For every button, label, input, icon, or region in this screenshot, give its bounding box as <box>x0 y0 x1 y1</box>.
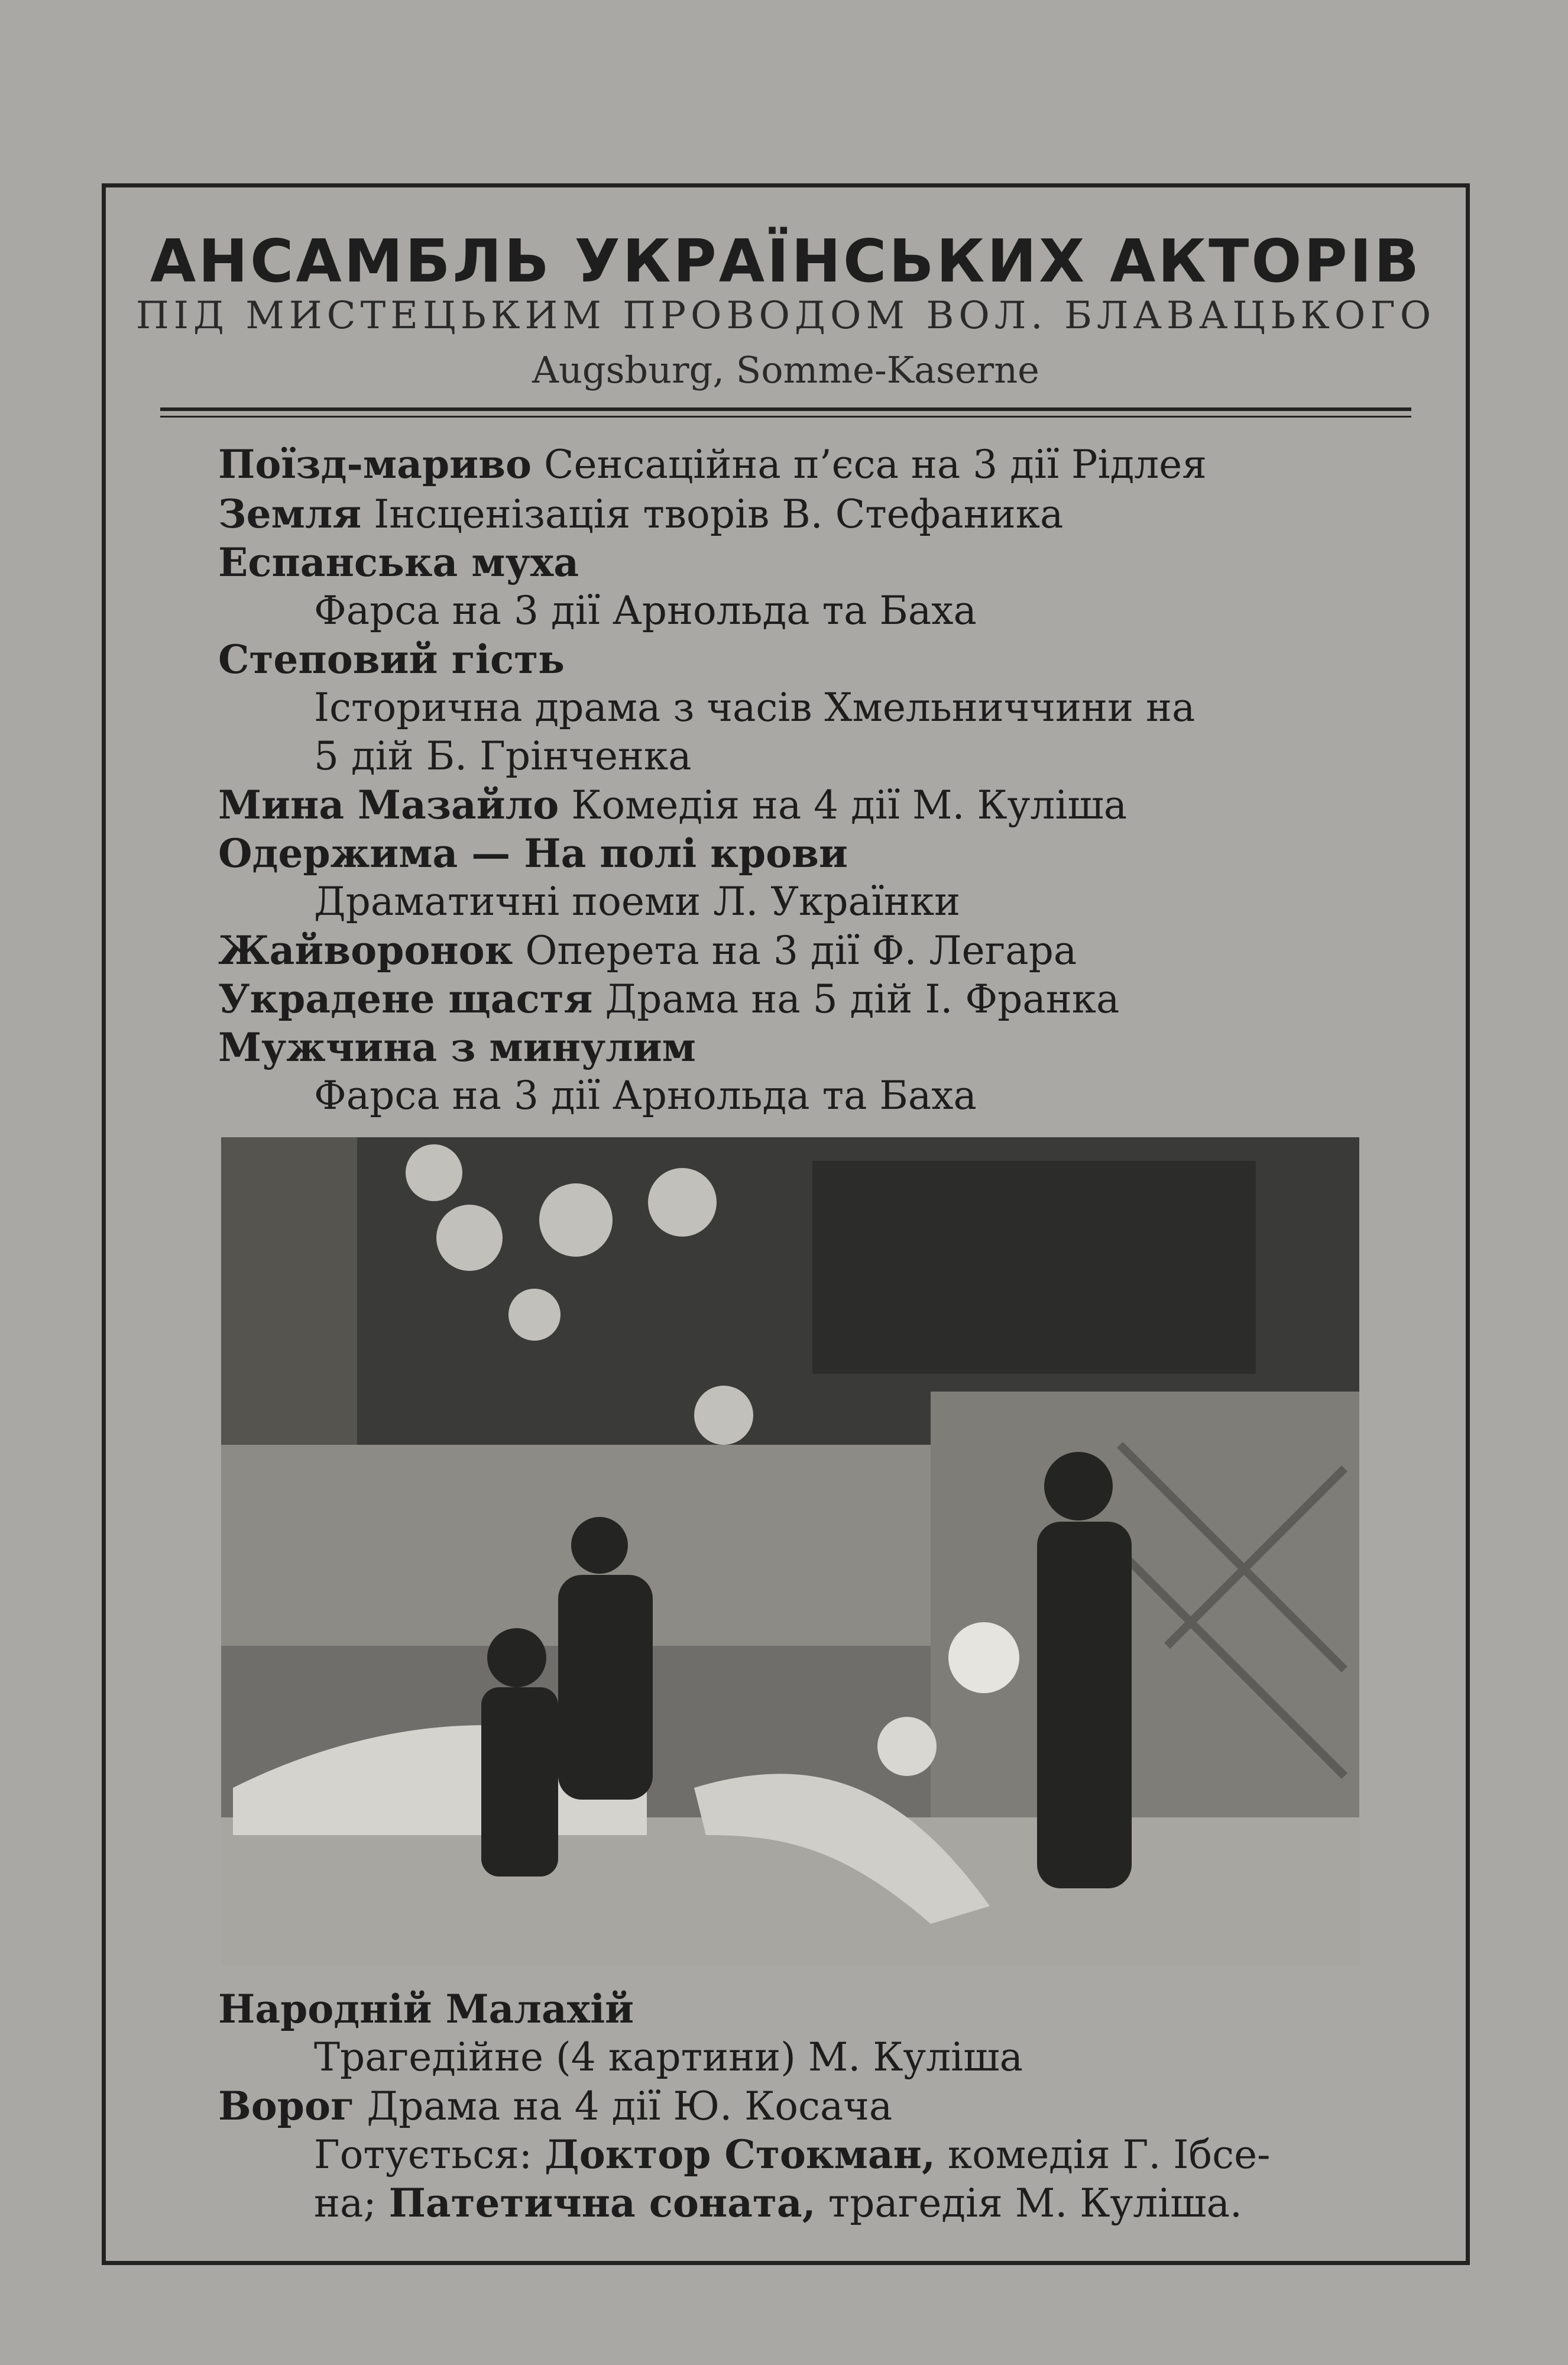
play-description: трагедія М. Куліша. <box>828 2180 1242 2226</box>
play-description: Драма на 5 дій І. Франка <box>605 976 1120 1022</box>
repertoire-line <box>218 1985 634 2033</box>
ensemble-location: Augsburg, Somme-Kaserne <box>532 348 1039 392</box>
play-title: Украдене щастя <box>218 976 593 1022</box>
stage-photo <box>221 1137 1359 1965</box>
repertoire-line <box>314 733 691 780</box>
stage-photo-image <box>221 1137 1359 1965</box>
play-title: Степовий гість <box>218 636 565 682</box>
program-frame <box>102 183 1470 2265</box>
play-description: на; <box>314 2180 377 2226</box>
play-description: Оперета на 3 дії Ф. Легара <box>525 928 1077 973</box>
repertoire-line <box>218 781 1127 829</box>
play-title: Доктор Стокман, <box>545 2131 935 2178</box>
play-title: Патетична соната, <box>388 2180 816 2226</box>
repertoire-line <box>218 441 1207 488</box>
repertoire-line <box>314 2034 1023 2081</box>
repertoire-line <box>314 587 977 635</box>
play-description: Драма на 4 дії Ю. Косача <box>367 2083 893 2129</box>
play-title: Жайворонок <box>218 927 513 973</box>
play-title: Народній Малахій <box>218 1986 634 2032</box>
play-description: Драматичні поеми Л. Українки <box>314 879 961 924</box>
play-title: Ворог <box>218 2083 355 2129</box>
play-description: Фарса на 3 дії Арнольда та Баха <box>314 1073 977 1118</box>
play-description: Трагедійне (4 картини) М. Куліша <box>314 2034 1023 2080</box>
repertoire-line <box>218 830 848 878</box>
play-title: Земля <box>218 491 362 537</box>
play-description: Інсценізація творів В. Стефаника <box>374 491 1064 537</box>
repertoire-line <box>218 490 1063 538</box>
play-description: Фарса на 3 дії Арнольда та Баха <box>314 588 977 633</box>
play-description: комедія Г. Ібсе- <box>947 2132 1271 2178</box>
ensemble-title: АНСАМБЛЬ УКРАЇНСЬКИХ АКТОРІВ <box>150 227 1422 296</box>
preparing-label: Готується: <box>314 2132 533 2178</box>
play-description: Історична драма з часів Хмельниччини на <box>314 685 1196 730</box>
preparing-line <box>314 2131 1270 2179</box>
header-divider-thin <box>160 416 1411 418</box>
play-description: Сенсаційна п’єса на 3 дії Рідлея <box>543 442 1207 487</box>
play-description: Комедія на 4 дії М. Куліша <box>571 782 1128 828</box>
repertoire-line <box>314 1072 977 1120</box>
play-title: Мужчина з минулим <box>218 1024 696 1070</box>
play-title: Еспанська муха <box>218 539 579 585</box>
repertoire-line <box>218 1024 696 1072</box>
repertoire-line <box>218 975 1119 1023</box>
play-title: Поїзд-мариво <box>218 441 532 487</box>
play-description: 5 дій Б. Грінченка <box>314 733 692 779</box>
repertoire-line <box>218 927 1077 975</box>
play-title: Одержима — На полі крови <box>218 830 848 876</box>
ensemble-subtitle: ПІД МИСТЕЦЬКИМ ПРОВОДОМ ВОЛ. БЛАВАЦЬКОГО <box>135 294 1436 338</box>
repertoire-line <box>218 539 579 587</box>
repertoire-line <box>218 2082 892 2130</box>
repertoire-line <box>314 878 960 926</box>
play-title: Мина Мазайло <box>218 782 559 828</box>
preparing-line <box>314 2179 1242 2227</box>
header-divider <box>160 407 1411 411</box>
repertoire-line <box>218 636 565 684</box>
repertoire-line <box>314 684 1195 732</box>
